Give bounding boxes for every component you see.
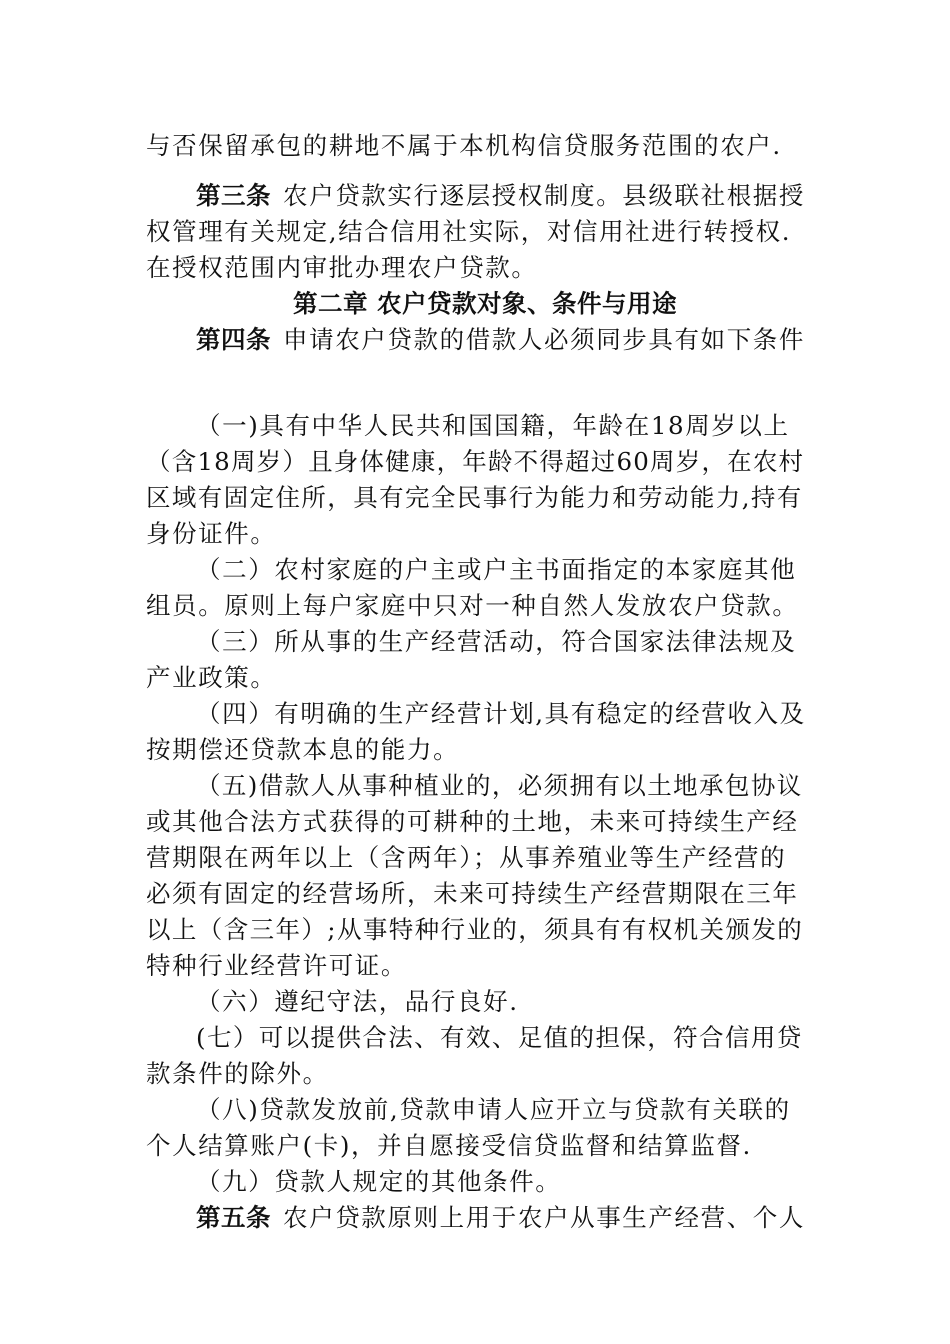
text-line: （含18周岁）且身体健康，年龄不得超过60周岁，在农村	[146, 447, 805, 476]
condition-6: （六）遵纪守法，品行良好.	[196, 987, 519, 1016]
article-4-line	[146, 322, 806, 358]
article-3-line	[146, 178, 806, 214]
document-page	[146, 128, 806, 1236]
text-line: 款条件的除外。	[146, 1059, 329, 1088]
condition-8: （八)贷款发放前,贷款申请人应开立与贷款有关联的	[196, 1095, 791, 1124]
text-line: 特种行业经营许可证。	[146, 951, 407, 980]
text-line: 身份证件。	[146, 519, 277, 548]
article-4-heading: 第四条	[196, 325, 271, 354]
condition-2: （二）农村家庭的户主或户主书面指定的本家庭其他	[196, 555, 797, 584]
chapter-title: 第二章 农户贷款对象、条件与用途	[292, 289, 678, 318]
condition-3: （三）所从事的生产经营活动，符合国家法律法规及	[196, 627, 797, 656]
text-line: 在授权范围内审批办理农户贷款。	[146, 253, 538, 282]
condition-4: （四）有明确的生产经营计划,具有稳定的经营收入及	[196, 699, 806, 728]
article-5-line	[146, 1200, 806, 1236]
condition-7: (七）可以提供合法、有效、足值的担保，符合信用贷	[196, 1023, 803, 1052]
text-line: 个人结算账户(卡)，并自愿接受信贷监督和结算监督.	[146, 1131, 752, 1160]
text-line: 组员。原则上每户家庭中只对一种自然人发放农户贷款。	[146, 591, 799, 620]
text-line: 权管理有关规定,结合信用社实际，对信用社进行转授权.	[146, 217, 792, 246]
article-3-heading: 第三条	[196, 181, 271, 210]
article-5-text: 农户贷款原则上用于农户从事生产经营、个人	[283, 1203, 805, 1232]
text-line: 按期偿还贷款本息的能力。	[146, 735, 460, 764]
text-line: 或其他合法方式获得的可耕种的土地，未来可持续生产经	[146, 807, 799, 836]
text-line: 与否保留承包的耕地不属于本机构信贷服务范围的农户.	[146, 131, 782, 160]
text-line: 产业政策。	[146, 663, 277, 692]
text-line: 以上（含三年）;从事特种行业的，须具有有权机关颁发的	[146, 915, 804, 944]
text-line: 营期限在两年以上（含两年）；从事养殖业等生产经营的	[146, 843, 787, 872]
condition-5: （五)借款人从事种植业的，必须拥有以土地承包协议	[196, 771, 803, 800]
article-3-text: 农户贷款实行逐层授权制度。县级联社根据授	[283, 181, 805, 210]
article-4-text: 申请农户贷款的借款人必须同步具有如下条件	[283, 325, 805, 354]
text-line: 区域有固定住所，具有完全民事行为能力和劳动能力,持有	[146, 483, 803, 512]
article-5-heading: 第五条	[196, 1203, 271, 1232]
text-line: 必须有固定的经营场所，未来可持续生产经营期限在三年	[146, 879, 799, 908]
condition-1: （一)具有中华人民共和国国籍，年龄在18周岁以上	[196, 411, 790, 440]
condition-9: （九）贷款人规定的其他条件。	[196, 1167, 562, 1196]
